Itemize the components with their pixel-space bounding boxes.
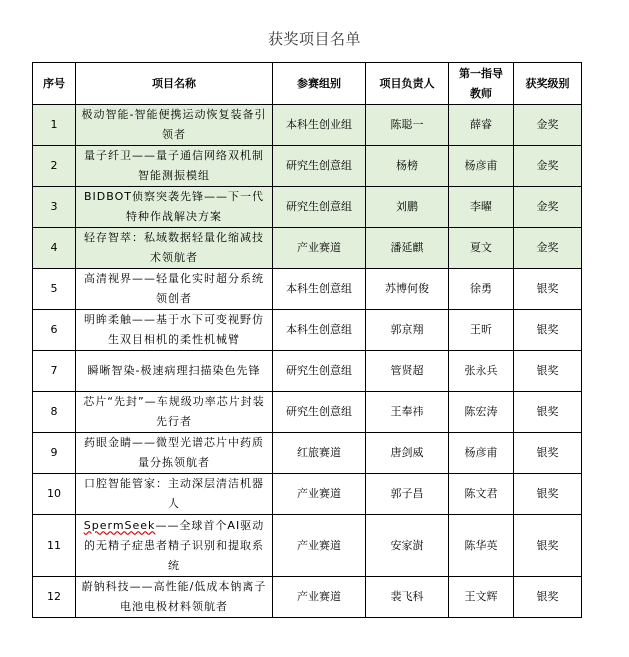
table-row bbox=[33, 392, 582, 433]
row-group: 本科生创意组 bbox=[273, 269, 366, 310]
row-advisor: 陈华英 bbox=[449, 515, 514, 577]
row-group: 研究生创意组 bbox=[273, 146, 366, 187]
table-row bbox=[33, 146, 582, 187]
row-award: 银奖 bbox=[514, 515, 582, 577]
row-advisor: 薛睿 bbox=[449, 105, 514, 146]
table-row bbox=[33, 577, 582, 618]
row-group: 研究生创意组 bbox=[273, 351, 366, 392]
row-advisor: 陈宏涛 bbox=[449, 392, 514, 433]
row-award: 金奖 bbox=[514, 146, 582, 187]
row-index: 5 bbox=[33, 269, 76, 310]
row-award: 银奖 bbox=[514, 433, 582, 474]
row-group: 研究生创意组 bbox=[273, 392, 366, 433]
row-leader: 杨榜 bbox=[366, 146, 449, 187]
row-index: 8 bbox=[33, 392, 76, 433]
row-index: 2 bbox=[33, 146, 76, 187]
row-leader: 安家澍 bbox=[366, 515, 449, 577]
header-project-name: 项目名称 bbox=[76, 63, 273, 105]
table-row bbox=[33, 269, 582, 310]
row-advisor: 张永兵 bbox=[449, 351, 514, 392]
row-leader: 王奉祎 bbox=[366, 392, 449, 433]
row-index: 4 bbox=[33, 228, 76, 269]
row-group: 本科生创意组 bbox=[273, 310, 366, 351]
row-award: 金奖 bbox=[514, 228, 582, 269]
row-project-name: 高清视界——轻量化实时超分系统领创者 bbox=[76, 269, 273, 310]
row-project-name bbox=[76, 515, 273, 577]
spellcheck-flagged-word: SpermSeek bbox=[83, 518, 156, 532]
row-award: 金奖 bbox=[514, 105, 582, 146]
row-award: 银奖 bbox=[514, 351, 582, 392]
row-advisor: 夏文 bbox=[449, 228, 514, 269]
row-advisor: 李曜 bbox=[449, 187, 514, 228]
row-award: 银奖 bbox=[514, 577, 582, 618]
row-project-name: 极动智能-智能便携运动恢复装备引领者 bbox=[76, 105, 273, 146]
page-title: 获奖项目名单 bbox=[267, 30, 361, 48]
row-project-name: BIDBOT侦察突袭先锋——下一代特种作战解决方案 bbox=[76, 187, 273, 228]
row-leader: 郭京翔 bbox=[366, 310, 449, 351]
row-project-name: 口腔智能管家：主动深层清洁机器人 bbox=[76, 474, 273, 515]
project-name-rest: ——全球首个AI驱动的无精子症患者精子识别和提取系统 bbox=[84, 518, 265, 572]
row-leader: 郭子昌 bbox=[366, 474, 449, 515]
row-index: 11 bbox=[33, 515, 76, 577]
row-index: 7 bbox=[33, 351, 76, 392]
row-advisor: 杨彦甫 bbox=[449, 146, 514, 187]
row-leader: 苏博何俊 bbox=[366, 269, 449, 310]
row-leader: 裴飞科 bbox=[366, 577, 449, 618]
row-project-name: 药眼金睛——微型光谱芯片中药质量分拣领航者 bbox=[76, 433, 273, 474]
row-leader: 刘鹏 bbox=[366, 187, 449, 228]
row-leader: 管贤超 bbox=[366, 351, 449, 392]
table-row bbox=[33, 433, 582, 474]
row-award: 银奖 bbox=[514, 474, 582, 515]
table-row bbox=[33, 228, 582, 269]
row-leader: 陈聪一 bbox=[366, 105, 449, 146]
row-project-name: 芯片“先封”—车规级功率芯片封装先行者 bbox=[76, 392, 273, 433]
row-project-name: 蔚钠科技——高性能/低成本钠离子电池电极材料领航者 bbox=[76, 577, 273, 618]
row-advisor: 徐勇 bbox=[449, 269, 514, 310]
row-advisor: 王昕 bbox=[449, 310, 514, 351]
table-header-row bbox=[33, 63, 582, 105]
row-group: 产业赛道 bbox=[273, 515, 366, 577]
row-group: 本科生创业组 bbox=[273, 105, 366, 146]
table-row bbox=[33, 310, 582, 351]
row-group: 产业赛道 bbox=[273, 474, 366, 515]
row-advisor: 杨彦甫 bbox=[449, 433, 514, 474]
row-award: 银奖 bbox=[514, 310, 582, 351]
row-index: 6 bbox=[33, 310, 76, 351]
row-leader: 潘延麒 bbox=[366, 228, 449, 269]
row-group: 研究生创意组 bbox=[273, 187, 366, 228]
row-index: 9 bbox=[33, 433, 76, 474]
row-advisor: 王文辉 bbox=[449, 577, 514, 618]
row-group: 产业赛道 bbox=[273, 577, 366, 618]
row-index: 3 bbox=[33, 187, 76, 228]
table-row bbox=[33, 105, 582, 146]
table-row bbox=[33, 515, 582, 577]
row-award: 银奖 bbox=[514, 269, 582, 310]
header-leader: 项目负责人 bbox=[366, 63, 449, 105]
row-leader: 唐剑威 bbox=[366, 433, 449, 474]
row-award: 银奖 bbox=[514, 392, 582, 433]
table-row bbox=[33, 474, 582, 515]
header-index: 序号 bbox=[33, 63, 76, 105]
row-award: 金奖 bbox=[514, 187, 582, 228]
table-row bbox=[33, 351, 582, 392]
header-group: 参赛组别 bbox=[273, 63, 366, 105]
row-project-name: 瞬晰智染-极速病理扫描染色先锋 bbox=[76, 351, 273, 392]
header-award: 获奖级别 bbox=[514, 63, 582, 105]
row-index: 10 bbox=[33, 474, 76, 515]
row-group: 产业赛道 bbox=[273, 228, 366, 269]
row-project-name: 明眸柔触——基于水下可变视野仿生双目相机的柔性机械臂 bbox=[76, 310, 273, 351]
row-index: 12 bbox=[33, 577, 76, 618]
header-advisor: 第一指导教师 bbox=[449, 63, 514, 105]
row-project-name: 量子纤卫——量子通信网络双机制智能测振模组 bbox=[76, 146, 273, 187]
award-table bbox=[32, 62, 582, 618]
table-row bbox=[33, 187, 582, 228]
row-project-name: 轻存智萃：私域数据轻量化缩减技术领航者 bbox=[76, 228, 273, 269]
row-advisor: 陈文君 bbox=[449, 474, 514, 515]
row-group: 红旅赛道 bbox=[273, 433, 366, 474]
row-index: 1 bbox=[33, 105, 76, 146]
